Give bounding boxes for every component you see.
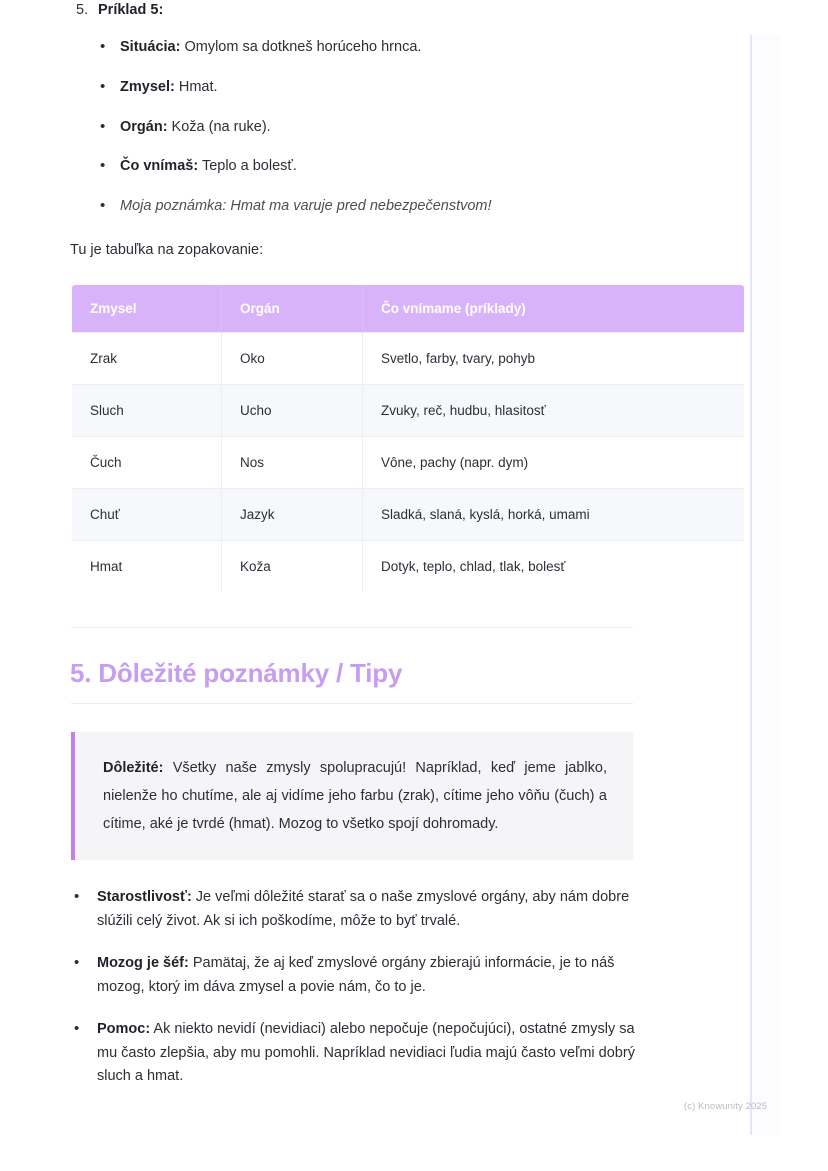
table-cell: Koža bbox=[222, 540, 363, 592]
table-cell: Sladká, slaná, kyslá, horká, umami bbox=[363, 488, 745, 540]
list-item-label: Zmysel: bbox=[120, 78, 175, 95]
table-row bbox=[72, 384, 745, 436]
table-cell: Jazyk bbox=[222, 488, 363, 540]
table-cell: Nos bbox=[222, 436, 363, 488]
important-callout bbox=[71, 732, 633, 861]
table-cell: Svetlo, farby, tvary, pohyb bbox=[363, 332, 745, 384]
section-divider bbox=[71, 627, 633, 628]
recap-table-body bbox=[72, 332, 745, 592]
table-cell: Chuť bbox=[72, 488, 222, 540]
column-header-co-vnimame: Čo vnímame (príklady) bbox=[363, 284, 745, 332]
list-item bbox=[71, 1018, 640, 1088]
list-item bbox=[98, 117, 700, 139]
table-row bbox=[72, 436, 745, 488]
list-item-text: Ak niekto nevidí (nevidiaci) alebo nepočuje (nepočujúci), ostatné zmysly sa mu často zlepšia, aby mu pomohli. Napríklad nevidiaci ľudia majú často veľmi dobrý sluch a hmat. bbox=[97, 1021, 635, 1085]
list-item bbox=[98, 37, 700, 59]
page-title: 5. Dôležité poznámky / Tipy bbox=[70, 657, 403, 688]
list-item-note bbox=[98, 196, 700, 218]
list-item-text: Pamätaj, že aj keď zmyslové orgány zbierajú informácie, je to náš mozog, ktorý im dáva zmysel a povie nám, čo to je. bbox=[97, 955, 615, 995]
list-item-label: Starostlivosť: bbox=[97, 889, 192, 906]
example-marker: 5. bbox=[76, 2, 89, 18]
column-header-zmysel: Zmysel bbox=[72, 284, 222, 332]
example-ordered-list bbox=[0, 0, 700, 218]
recap-table bbox=[71, 284, 745, 593]
list-item-label: Čo vnímaš: bbox=[120, 158, 199, 175]
table-cell: Vône, pachy (napr. dym) bbox=[363, 436, 745, 488]
list-item-text: Teplo a bolesť. bbox=[198, 158, 297, 175]
list-item bbox=[71, 952, 640, 999]
list-item-note-text: Moja poznámka: Hmat ma varuje pred nebezpečenstvom! bbox=[120, 198, 492, 215]
table-cell: Hmat bbox=[72, 540, 222, 592]
list-item-label: Orgán: bbox=[120, 118, 168, 135]
list-item-text: Je veľmi dôležité starať sa o naše zmyslové orgány, aby nám dobre slúžili celý život. Ak si ich poškodíme, môže to byť trvalé. bbox=[97, 889, 630, 929]
intro-paragraph: Tu je tabuľka na zopakovanie: bbox=[70, 241, 264, 258]
table-cell: Zrak bbox=[72, 332, 222, 384]
table-row bbox=[72, 488, 745, 540]
list-item-text: Hmat. bbox=[174, 78, 218, 95]
callout-text: Všetky naše zmysly spolupracujú! Napríklad, keď jeme jablko, nielenže ho chutíme, ale aj vidíme jeho farbu (zrak), cítime jeho vôňu (čuch) a cítime, aké je tvrdé (hmat). Mozog to všetko spojí dohromady. bbox=[103, 759, 607, 833]
table-cell: Dotyk, teplo, chlad, tlak, bolesť bbox=[363, 540, 745, 592]
list-item-label: Situácia: bbox=[120, 39, 181, 56]
list-item bbox=[71, 886, 640, 933]
list-item-label: Mozog je šéf: bbox=[97, 955, 189, 972]
table-cell: Oko bbox=[222, 332, 363, 384]
table-row bbox=[72, 540, 745, 592]
table-cell: Ucho bbox=[222, 384, 363, 436]
column-header-organ: Orgán bbox=[222, 284, 363, 332]
recap-table-wrapper bbox=[0, 284, 700, 593]
heading-underline bbox=[71, 703, 633, 704]
table-row bbox=[72, 332, 745, 384]
list-item-text: Omylom sa dotkneš horúceho hrnca. bbox=[180, 39, 422, 56]
example-list-item bbox=[0, 0, 700, 218]
list-item bbox=[98, 156, 700, 178]
callout-paragraph bbox=[103, 754, 607, 839]
tips-list bbox=[0, 886, 640, 1088]
table-cell: Čuch bbox=[72, 436, 222, 488]
callout-label: Dôležité: bbox=[103, 759, 164, 776]
example-sub-list bbox=[98, 37, 700, 218]
copyright-watermark: (c) Knowunity 2025 bbox=[684, 1101, 768, 1112]
table-header-row bbox=[72, 284, 745, 332]
table-cell: Zvuky, reč, hudbu, hlasitosť bbox=[363, 384, 745, 436]
list-item-text: Koža (na ruke). bbox=[167, 118, 271, 135]
recap-table-head bbox=[72, 284, 745, 332]
page-right-rule bbox=[750, 35, 752, 1135]
page-right-shade bbox=[752, 35, 780, 1135]
table-cell: Sluch bbox=[72, 384, 222, 436]
list-item bbox=[98, 77, 700, 99]
list-item-label: Pomoc: bbox=[97, 1021, 151, 1038]
example-title: Príklad 5: bbox=[98, 2, 164, 18]
